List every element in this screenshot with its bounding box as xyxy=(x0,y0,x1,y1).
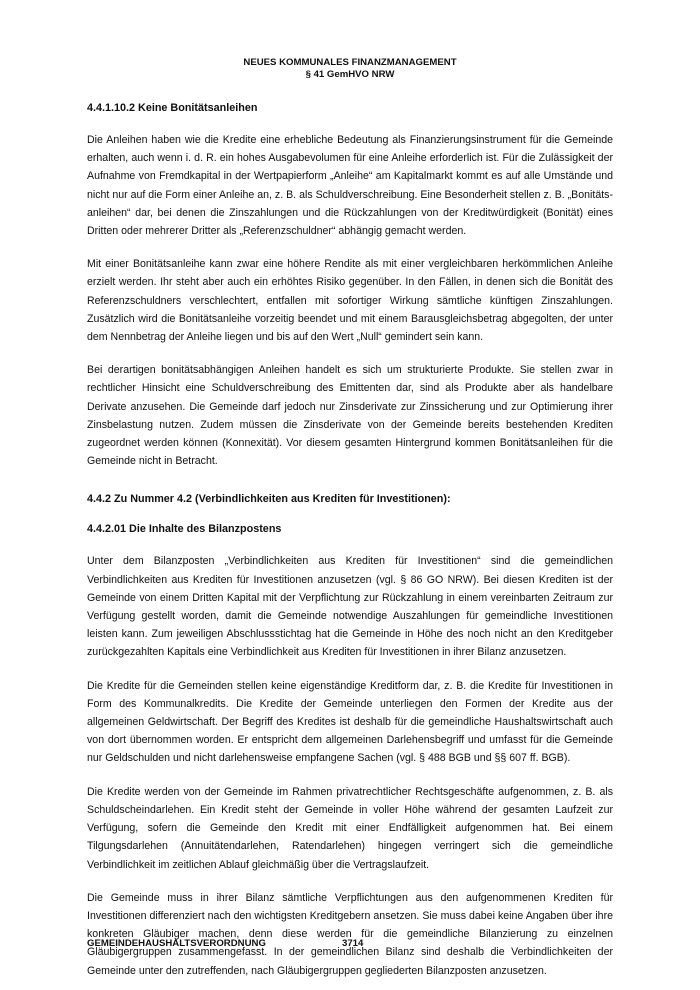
section-heading: 4.4.2.01 Die Inhalte des Bilanzpostens xyxy=(87,523,282,536)
paragraph: Unter dem Bilanzposten „Verbindlichkeiten aus Krediten für Investitionen“ sind die gemeindlichen Verbindlichkeiten aus Krediten für Investitionen anzusetzen (vgl. § 86 GO NRW). Bei diesen Krediten ist der Gemeinde von einem Dritten Kapital mit der Verpflichtung zur Rückzahlung in einem vereinbarten Zeitraum zur Verfügung gestellt worden, damit die Gemeinde notwendige Auszahlungen für gemeindliche Investitionen leisten kann. Zum jeweiligen Abschlussstichtag hat die Gemeinde in Höhe des noch nicht an den Kreditgeber zurückgezahlten Kapitals eine Verbindlichkeit aus Krediten für Investitionen in ihrer Bilanz anzusetzen. xyxy=(87,555,613,659)
section-verbindlichkeiten xyxy=(87,492,613,506)
paragraph: Die Kredite für die Gemeinden stellen keine eigenständige Kreditform dar, z. B. die Kredite für Investitionen in Form des Kommunalkredits. Die Kredite der Gemeinde unterliegen den Formen der Kredite aus der allgemeinen Geldwirtschaft. Der Begriff des Kredites ist deshalb für die gemeindliche Haushaltswirtschaft auch von dort übernommen worden. Er entspricht dem allgemeinen Darlehensbegriff und umfasst für die Gemeinde nur Geldschulden und nicht darlehensweise empfangene Sachen (vgl. § 488 BGB und §§ 607 ff. BGB). xyxy=(87,679,613,765)
paragraph: Die Gemeinde muss in ihrer Bilanz sämtliche Verpflichtungen aus den aufgenommenen Krediten für Investitionen differenziert nach den wichtigsten Kreditgebern ansetzen. Sie muss dabei keine Angaben über ihre konkreten Gläubiger machen, denn diese werden für die gemeindliche Bilanzierung zu einzelnen Gläubigergruppen zusammengefasst. In der gemeindlichen Bilanz sind deshalb die Verbindlichkeiten der Gemeinde unter den zutreffenden, nach Gläubigergruppen gegliederten Bilanzposten anzusetzen. xyxy=(87,891,613,977)
paragraph: Mit einer Bonitätsanleihe kann zwar eine höhere Rendite als mit einer vergleichbaren herkömmlichen Anleihe erzielt werden. Ihr steht aber auch ein erhöhtes Risiko gegenüber. In den Fällen, in denen sich die Bonität des Referenzschuldners verschlechtert, entfallen mit sofortiger Wirkung sämtliche künftigen Zinszahlungen. Zusätzlich wird die Bonitätsanleihe vorzeitig beendet und mit einem Barausgleichsbetrag abgegolten, der unter dem Nennbetrag der Anleihe liegen und bis auf den Wert „Null“ gemindert sein kann. xyxy=(87,258,613,344)
paragraph: Bei derartigen bonitätsabhängigen Anleihen handelt es sich um strukturierte Produkte. Sie stellen zwar in rechtlicher Hinsicht eine Schuldverschreibung des Emittenten dar, sind als Produkte aber als handelbare Derivate anzusehen. Die Gemeinde darf jedoch nur Zinsderivate zur Zinssicherung und zur Optimierung ihrer Zinsbelastung nutzen. Zudem müssen die Zinsderivate von der Gemeinde bereits bestehenden Krediten zugeordnet werden können (Konnexität). Vor diesem gesamten Hintergrund kommen Bonitätsanleihen für die Gemeinde nicht in Betracht. xyxy=(87,364,613,468)
section-bonitaetsanleihen xyxy=(87,101,613,470)
header-title: NEUES KOMMUNALES FINANZMANAGEMENT xyxy=(243,57,457,68)
paragraph: Die Kredite werden von der Gemeinde im Rahmen privatrechtlicher Rechtsgeschäfte aufgenommen, z. B. als Schuldscheindarlehen. Ein Kredit steht der Gemeinde in voller Höhe während der gesamten Laufzeit zur Verfügung, sofern die Gemeinde den Kredit mit einer Endfälligkeit aufgenommen hat. Bei einem Tilgungsdarlehen (Annuitätendarlehen, Ratendarlehen) hingegen verringert sich die gemeindliche Verbindlichkeit im zeitlichen Ablauf gleichmäßig über die Vertragslaufzeit. xyxy=(87,785,613,871)
footer-title: GEMEINDEHAUSHALTSVERORDNUNG xyxy=(87,938,266,949)
section-inhalte-bilanzposten xyxy=(87,522,613,979)
page-header xyxy=(0,57,700,81)
section-heading: 4.4.1.10.2 Keine Bonitätsanleihen xyxy=(87,102,258,114)
page-number: 3714 xyxy=(342,938,364,949)
header-subtitle: § 41 GemHVO NRW xyxy=(305,69,395,80)
section-heading: 4.4.2 Zu Nummer 4.2 (Verbindlichkeiten aus Krediten für Investitionen): xyxy=(87,493,451,506)
document-body xyxy=(87,101,613,980)
paragraph: Die Anleihen haben wie die Kredite eine erhebliche Bedeutung als Finanzierungsinstrument für die Gemeinde erhalten, auch wenn i. d. R. ein hohes Ausgabevolumen für eine Anleihe erforderlich ist. Für die Zulässigkeit der Aufnahme von Fremdkapital in der Wertpapierform „Anleihe“ am Kapitalmarkt kommt es auf alle Umstände und nicht nur auf die Form einer Anleihe an, z. B. als Schuldverschreibung. Eine Besonderheit stellen z. B. „Bonitätsanleihen“ dar, bei denen die Zinszahlungen und die Rückzahlungen von der Kreditwürdigkeit (Bonität) eines Dritten oder mehrerer Dritter als „Referenzschuldner“ abhängig gemacht werden. xyxy=(87,134,613,238)
